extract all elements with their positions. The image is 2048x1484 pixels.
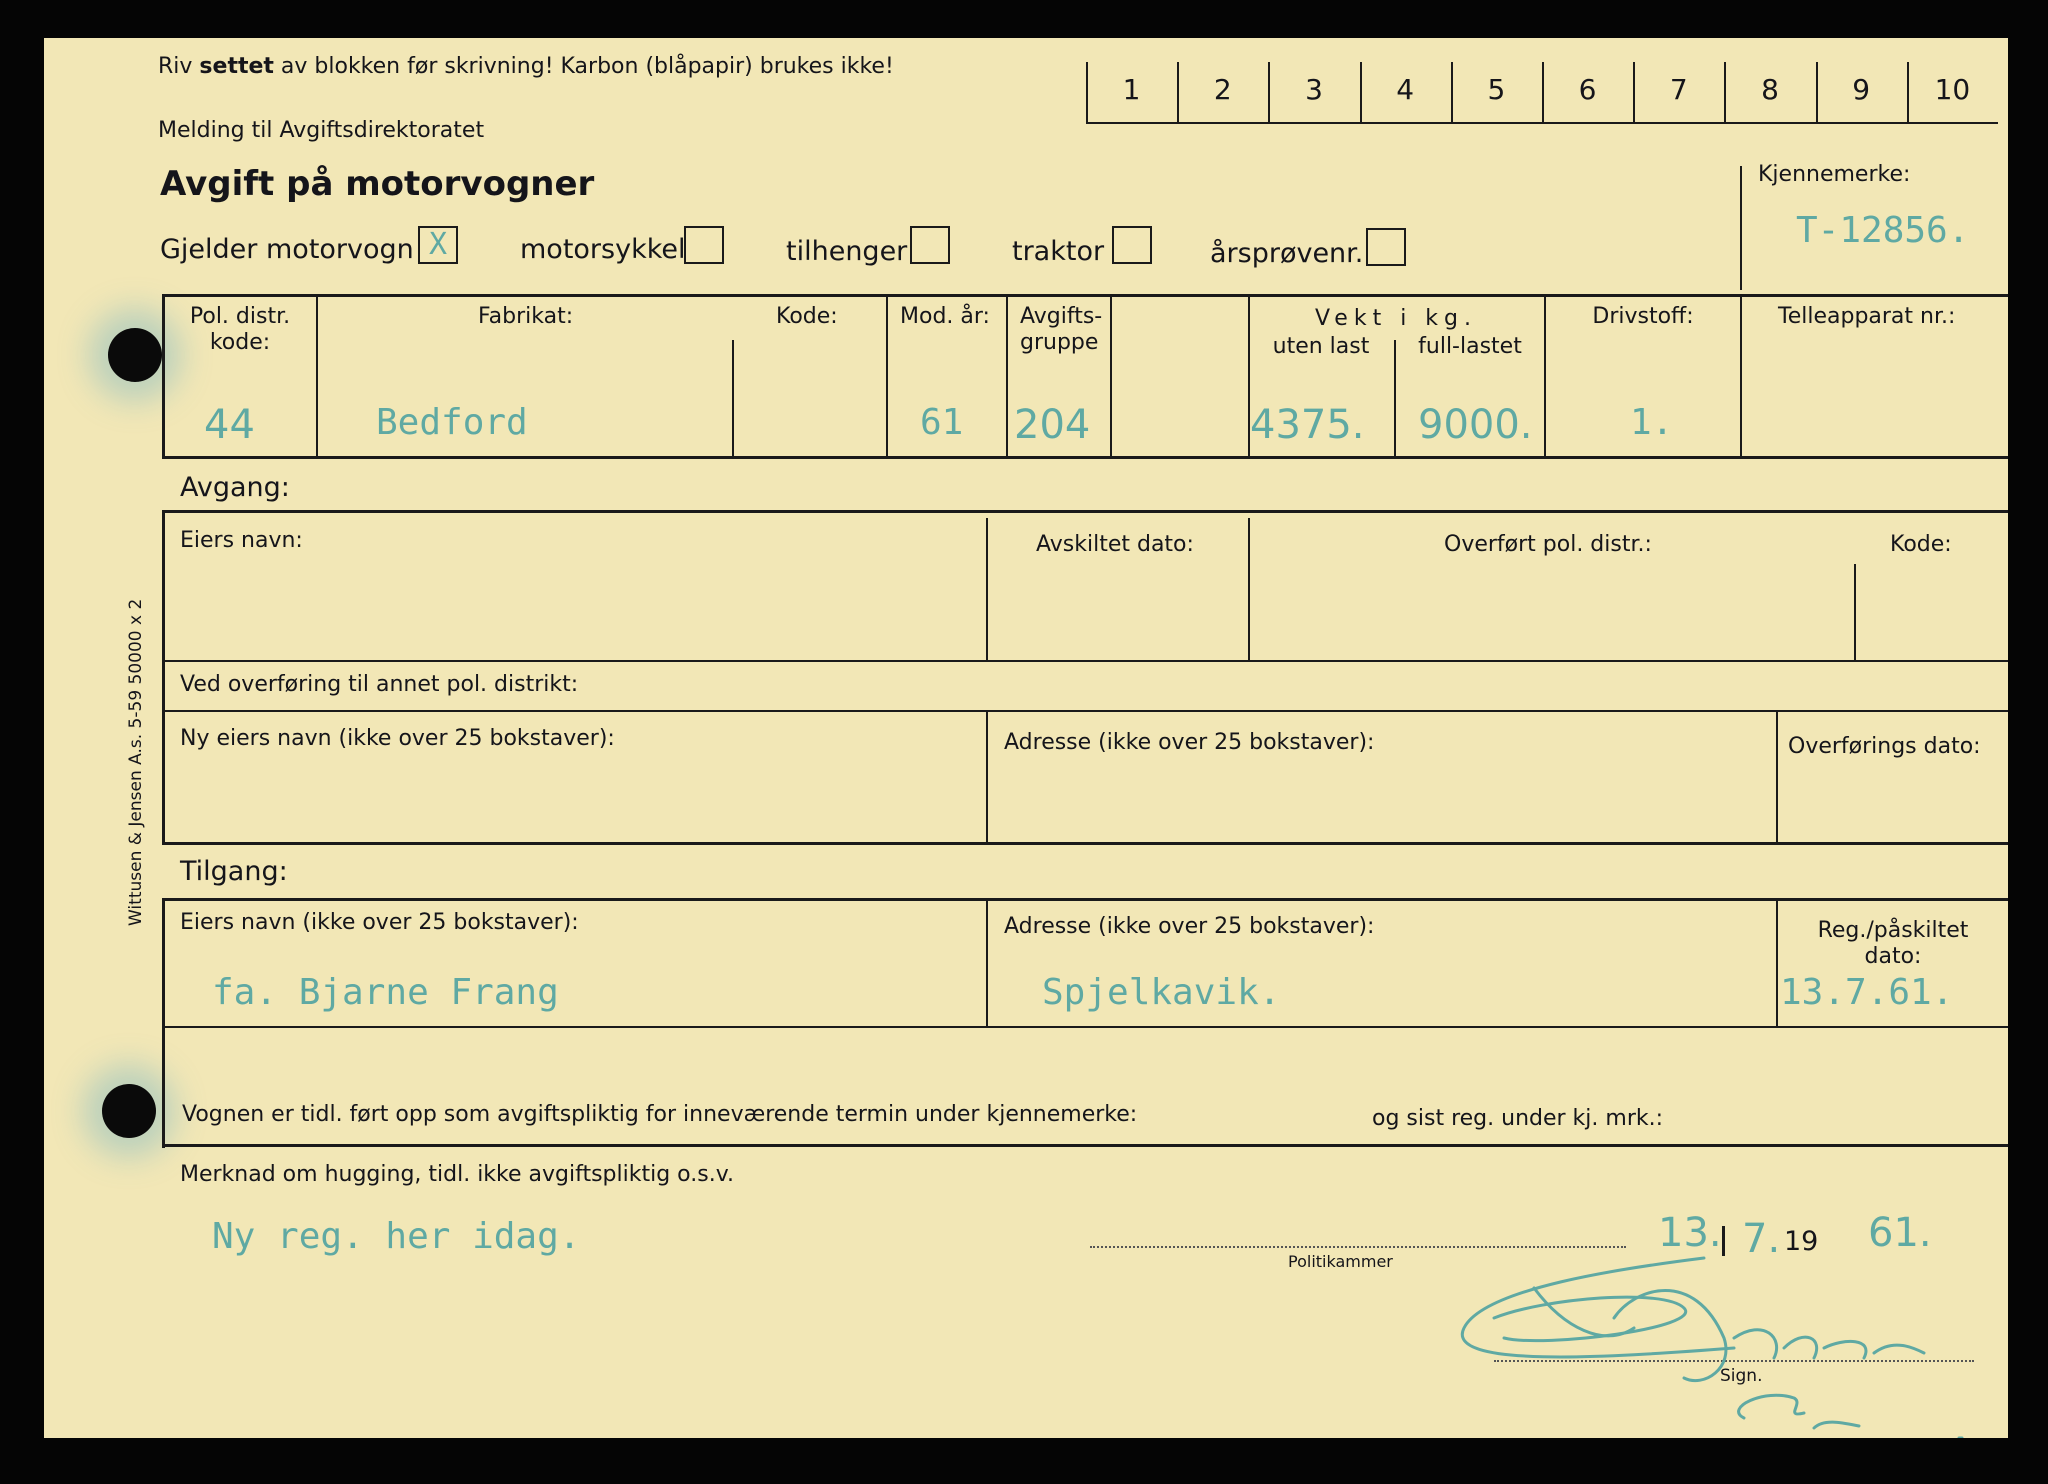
signature-scribble: [1404, 1228, 1974, 1438]
number-column-2: 2: [1213, 73, 1232, 106]
overforings-dato-label: Overførings dato:: [1788, 734, 1981, 759]
form-card: [44, 38, 2008, 1438]
uten-last-label: uten last: [1272, 334, 1370, 359]
merknad-label: Merknad om hugging, tidl. ikke avgiftspliktig o.s.v.: [180, 1162, 735, 1187]
avgang-adresse-label: Adresse (ikke over 25 bokstaver):: [1004, 730, 1375, 755]
number-column-7: 7: [1669, 73, 1688, 106]
option-label-arsprovenr: årsprøvenr.: [1210, 238, 1364, 269]
reg-label: Reg./påskiltet dato:: [1817, 918, 1969, 969]
checkbox-motorsykkel[interactable]: [684, 226, 724, 264]
avgiftsgruppe-value: 204: [1014, 402, 1091, 448]
option-label-motorsykkel: motorsykkel: [520, 234, 686, 265]
ny-eier-label: Ny eiers navn (ikke over 25 bokstaver):: [180, 726, 615, 751]
mod-ar-value: 61: [920, 402, 964, 443]
tilgang-eiers-navn-value: fa. Bjarne Frang: [212, 972, 559, 1013]
vehicle-type-prefix: Gjelder: [160, 234, 258, 265]
drivstoff-value: 1.: [1630, 402, 1674, 443]
number-column-10: 10: [1934, 73, 1971, 106]
printer-imprint: Wittusen & Jensen A.s. 5-59 50000 x 2: [126, 598, 146, 926]
avgiftsgruppe-label: Avgifts- gruppe: [1020, 304, 1103, 355]
tilgang-eiers-navn-label: Eiers navn (ikke over 25 bokstaver):: [180, 910, 579, 935]
full-lastet-label: full-lastet: [1418, 334, 1522, 359]
avskiltet-label: Avskiltet dato:: [1036, 532, 1194, 557]
tidl-label: Vognen er tidl. ført opp som avgiftspliktig for inneværende termin under kjennemerke:: [182, 1102, 1138, 1127]
uten-last-value: 4375.: [1250, 402, 1365, 448]
merknad-value: Ny reg. her idag.: [212, 1216, 581, 1257]
full-lastet-value: 9000.: [1418, 402, 1533, 448]
kode-label: Kode:: [776, 304, 838, 329]
punch-hole-top: [108, 328, 162, 382]
overfort-label: Overført pol. distr.:: [1444, 532, 1652, 557]
mod-ar-label: Mod. år:: [900, 304, 990, 329]
fabrikat-value: Bedford: [376, 402, 528, 443]
vekt-label: Vekt i kg.: [1314, 306, 1478, 331]
tilgang-adresse-label: Adresse (ikke over 25 bokstaver):: [1004, 914, 1375, 939]
kjennemerke-label: Kjennemerke:: [1758, 162, 1911, 187]
pol-distr-value: 44: [204, 402, 255, 448]
sign-label: Sign.: [1720, 1366, 1763, 1386]
kjennemerke-value: T-12856.: [1796, 210, 1970, 251]
checkbox-arsprovenr[interactable]: [1366, 228, 1406, 266]
date-year: 61.: [1868, 1210, 1932, 1256]
number-column-1: 1: [1122, 73, 1141, 106]
date-century: 19: [1784, 1226, 1819, 1257]
option-label-tilhenger: tilhenger: [786, 236, 908, 267]
checkbox-tilhenger[interactable]: [910, 226, 950, 264]
overforing-label: Ved overføring til annet pol. distrikt:: [180, 672, 579, 697]
form-title: Avgift på motorvogner: [160, 164, 595, 204]
politikammer-label: Politikammer: [1288, 1252, 1393, 1271]
checkbox-traktor[interactable]: [1112, 226, 1152, 264]
reg-value: 13.7.61.: [1780, 972, 1954, 1013]
number-column-6: 6: [1578, 73, 1597, 106]
number-column-9: 9: [1852, 73, 1871, 106]
number-column-5: 5: [1487, 73, 1506, 106]
avgang-heading: Avgang:: [180, 472, 290, 503]
sist-label: og sist reg. under kj. mrk.:: [1372, 1106, 1664, 1131]
avgang-kode-label: Kode:: [1890, 532, 1952, 557]
drivstoff-label: Drivstoff:: [1592, 304, 1694, 329]
avgang-eiers-navn-label: Eiers navn:: [180, 528, 303, 553]
option-label-traktor: traktor: [1012, 236, 1105, 267]
number-columns: [1086, 62, 1998, 124]
date-day: 13.: [1658, 1210, 1722, 1256]
number-column-8: 8: [1761, 73, 1779, 106]
telleapparat-label: Telleapparat nr.:: [1778, 304, 1956, 329]
date-month: 7.: [1742, 1216, 1781, 1262]
tilgang-adresse-value: Spjelkavik.: [1042, 972, 1281, 1013]
punch-hole-bottom: [102, 1084, 156, 1138]
instruction-text: Riv settet av blokken før skrivning! Karbon (blåpapir) brukes ikke!: [158, 54, 894, 79]
tilgang-heading: Tilgang:: [180, 856, 288, 887]
option-label-motorvogn: motorvogn: [266, 234, 414, 265]
fabrikat-label: Fabrikat:: [478, 304, 574, 329]
checkbox-motorvogn[interactable]: X: [418, 226, 458, 264]
recipient-text: Melding til Avgiftsdirektoratet: [158, 118, 485, 143]
pol-distr-label: Pol. distr. kode:: [189, 304, 291, 355]
number-column-4: 4: [1396, 73, 1415, 106]
number-column-3: 3: [1305, 73, 1323, 106]
